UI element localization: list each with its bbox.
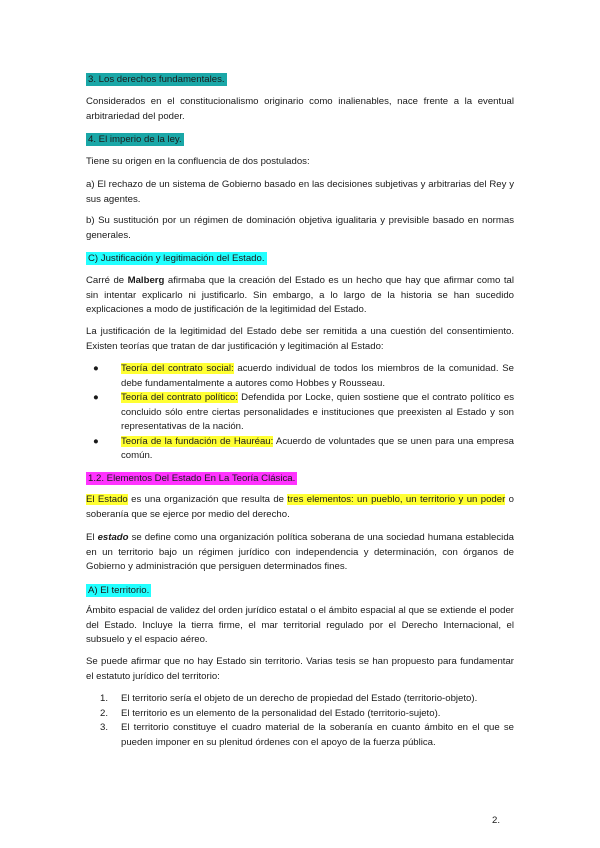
text-run: Carré de <box>86 275 128 286</box>
list-number: 1. <box>100 693 109 704</box>
list-number: 2. <box>100 707 109 719</box>
theory-list <box>86 362 514 464</box>
section-4-point-b: b) Su sustitución por un régimen de dominación objetiva igualitaria y previsible basado en normas generales. <box>86 215 514 241</box>
section-c-paragraph-2: La justificación de la legitimidad del Estado debe ser remitida a una cuestión del consentimiento. Existen teorías que tratan de dar justificación y legitimación al Estado: <box>86 326 514 352</box>
text-run: o soberanía que se ejerce por medio del derecho. <box>86 494 514 520</box>
author-name: Malberg <box>127 275 165 286</box>
list-text: El territorio sería el objeto de un derecho de propiedad del Estado (territorio-objeto). <box>121 693 478 704</box>
page-number: 2. <box>492 815 501 826</box>
list-number: 3. <box>100 722 109 733</box>
list-item <box>86 391 514 435</box>
list-item <box>86 721 514 750</box>
theory-term: Teoría de la fundación de Hauréau: <box>121 435 274 447</box>
highlight-text: El Estado <box>86 494 128 505</box>
section-c-heading <box>86 252 267 265</box>
text-run: se define como una organización política soberana de una sociedad humana establecida en un territorio bajo un régimen jurídico con independencia y determinación, con órganos de Gobierno y administración que persiguen determinados fines. <box>86 532 514 572</box>
section-c-paragraph-1 <box>86 274 514 318</box>
text-run: afirmaba que la creación del Estado es un hecho que hay que afirmar como tal sin intentar explicarlo ni justificarlo. Sin embargo, a lo largo de la historia se han sucedido explicaciones a modo de justificación de la legitimidad del Estado. <box>86 275 514 315</box>
territory-theses-list <box>86 692 514 750</box>
section-4-intro: Tiene su origen en la confluencia de dos postulados: <box>86 156 310 167</box>
section-a-paragraph-2: Se puede afirmar que no hay Estado sin territorio. Varias tesis se han propuesto para fundamentar el estatuto jurídico del territorio: <box>86 656 514 682</box>
section-4-point-a: a) El rechazo de un sistema de Gobierno basado en las decisiones subjetivas y arbitrarias del Rey y sus agentes. <box>86 179 514 205</box>
theory-term: Teoría del contrato social: <box>121 363 234 374</box>
section-3-heading <box>86 73 227 86</box>
list-item <box>86 707 514 722</box>
theory-text: acuerdo individual de todos los miembros de la comunidad. Se debe fundamentalmente a autores como Hobbes y Rousseau. <box>121 363 514 389</box>
bullet-icon: ● <box>93 363 99 374</box>
section-1-2-heading <box>86 472 297 485</box>
bullet-icon: ● <box>93 392 99 403</box>
heading-text: 4. El imperio de la ley. <box>88 134 182 145</box>
list-item <box>86 362 514 391</box>
section-4-heading <box>86 133 184 146</box>
text-run: El <box>86 532 98 543</box>
list-text: El territorio constituye el cuadro material de la soberanía en cuanto ámbito en el que se pueden imponer en su plenitud órdenes con el apoyo de la fuerza pública. <box>121 722 514 748</box>
theory-text: Defendida por Locke, quien sostiene que el contrato político es concluido sólo entre ciertas personalidades e instituciones que preexisten al Estado y son representativas de la nación. <box>121 392 514 432</box>
section-a-heading <box>86 584 151 597</box>
heading-text: 3. Los derechos fundamentales. <box>88 74 225 85</box>
section-3-text: Considerados en el constitucionalismo originario como inalienables, nace frente a la eventual arbitrariedad del poder. <box>86 96 514 122</box>
bullet-icon: ● <box>93 435 99 447</box>
section-a-paragraph-1: Ámbito espacial de validez del orden jurídico estatal o el ámbito espacial al que se extiende el poder del Estado. Incluye la tierra firme, el mar territorial regulado por el Derecho Internacional, el subsuelo y el espacio aéreo. <box>86 605 514 645</box>
list-item <box>86 692 514 707</box>
section-1-2-paragraph-2 <box>86 531 514 575</box>
highlight-text: tres elementos: un pueblo, un territorio y un poder <box>287 494 506 505</box>
heading-text: C) Justificación y legitimación del Estado. <box>88 253 265 264</box>
heading-text: A) El territorio. <box>88 585 150 596</box>
emphasis-text: estado <box>97 532 129 543</box>
list-text: El territorio es un elemento de la personalidad del Estado (territorio-sujeto). <box>121 707 441 719</box>
section-1-2-paragraph-1 <box>86 493 514 522</box>
theory-term: Teoría del contrato político: <box>121 392 238 403</box>
heading-text: 1.2. Elementos Del Estado En La Teoría Clásica. <box>88 473 296 484</box>
list-item <box>86 435 514 464</box>
theory-text: Acuerdo de voluntades que se unen para una empresa común. <box>121 435 514 461</box>
text-run: es una organización que resulta de <box>127 494 288 505</box>
